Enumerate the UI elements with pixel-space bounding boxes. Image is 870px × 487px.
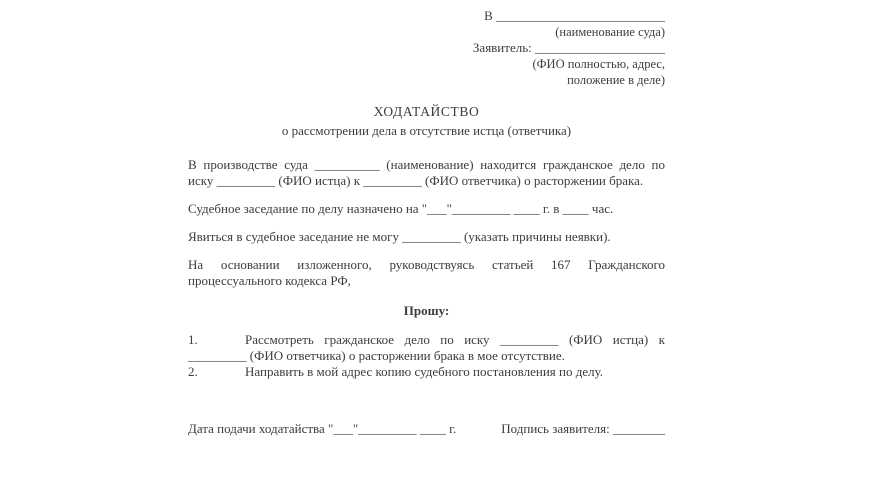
request-item-2-text: Направить в мой адрес копию судебного постановления по делу.: [245, 364, 604, 379]
paragraph-absence-reason: Явиться в судебное заседание не могу _________ (указать причины неявки).: [188, 229, 611, 244]
applicant-caption-line1: (ФИО полностью, адрес,: [532, 57, 665, 71]
court-prefix: В: [484, 8, 493, 23]
paragraph-case-info: В производстве суда __________ (наименование) находится гражданское дело по иску _________ (ФИО истца) к _________ (ФИО ответчика) о расторжении брака.: [188, 157, 665, 188]
filing-date-line: Дата подачи ходатайства "___"_________ ____ г.: [188, 421, 457, 436]
court-caption: (наименование суда): [555, 25, 665, 39]
applicant-line: [465, 40, 665, 56]
applicant-caption-line2: положение в деле): [567, 73, 665, 87]
court-line: [465, 8, 665, 24]
request-item-2: [188, 364, 665, 380]
document-subtitle: о рассмотрении дела в отсутствие истца (ответчика): [281, 123, 572, 138]
document-title: ХОДАТАЙСТВО: [373, 104, 480, 119]
request-item-1: [188, 332, 665, 364]
court-name-blank: __________________________: [496, 8, 665, 23]
request-list: [188, 332, 665, 380]
signature-line: Подпись заявителя: ________: [501, 421, 665, 436]
request-item-2-number: 2.: [188, 364, 198, 379]
paragraph-hearing-date: Судебное заседание по делу назначено на "___"_________ ____ г. в ____ час.: [188, 201, 614, 216]
request-item-1-text: Рассмотреть гражданское дело по иску _________ (ФИО истца) к _________ (ФИО ответчика) о расторжении брака в мое отсутствие.: [188, 332, 665, 363]
court-header-block: [465, 8, 665, 88]
request-item-1-number: 1.: [188, 332, 198, 347]
applicant-label: Заявитель:: [472, 40, 532, 55]
applicant-blank: ____________________: [535, 40, 665, 55]
request-heading: Прошу:: [403, 303, 450, 318]
footer-row: [188, 421, 665, 437]
document-body: [188, 157, 665, 437]
title-block: [188, 104, 665, 139]
petition-document: [188, 8, 665, 437]
paragraph-legal-basis: На основании изложенного, руководствуясь статьей 167 Гражданского процессуального кодекса РФ,: [188, 257, 665, 288]
